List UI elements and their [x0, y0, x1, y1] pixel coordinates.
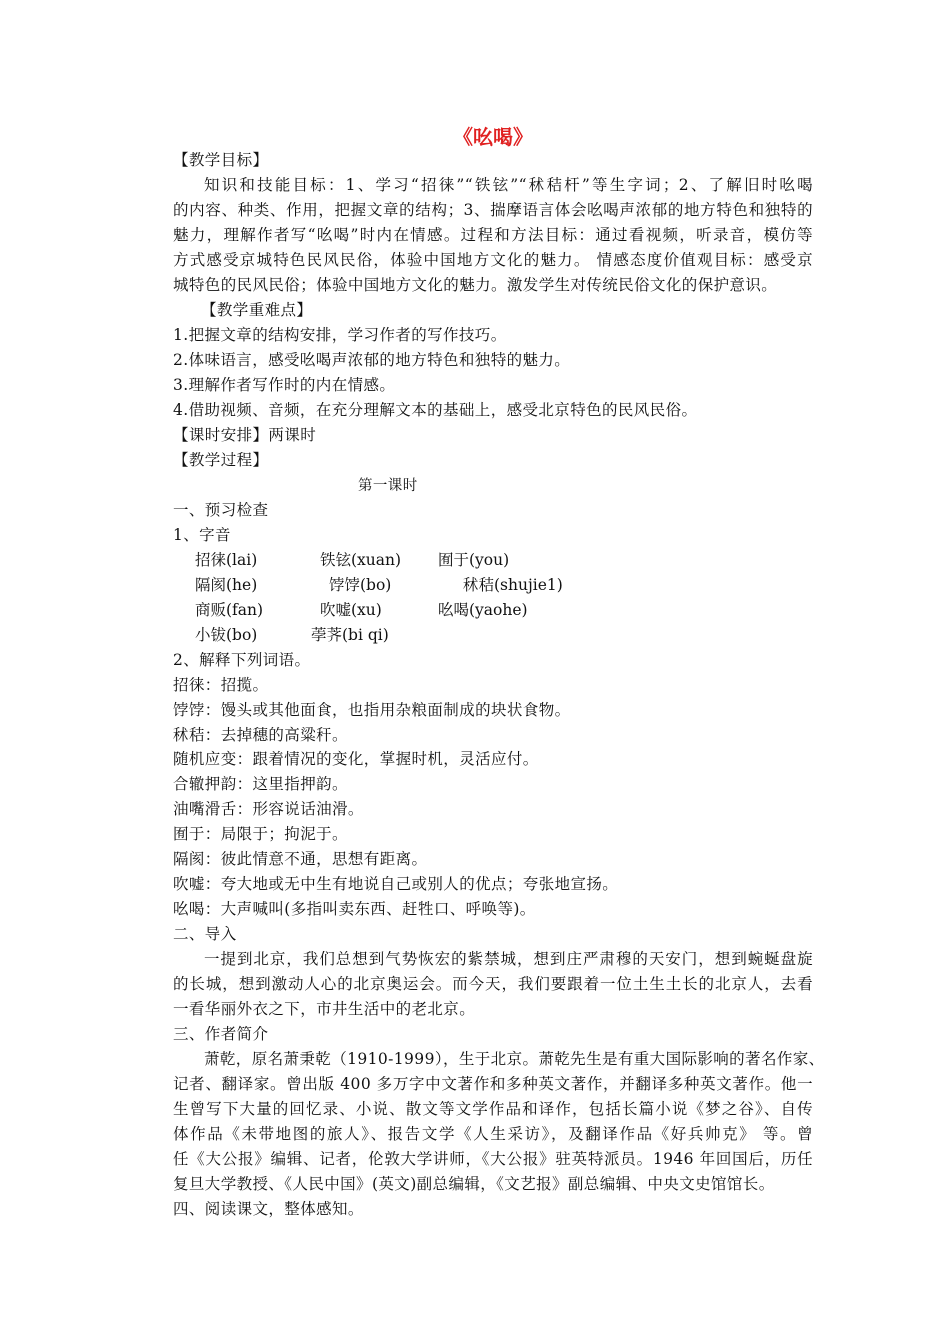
vocab-item: 随机应变：跟着情况的变化，掌握时机，灵活应付。	[173, 750, 539, 768]
intro-line: 一看华丽外衣之下，市井生活中的老北京。	[173, 1000, 476, 1018]
process-heading: 【教学过程】	[173, 451, 269, 469]
pronunciation-entry: 商贩(fan)	[195, 601, 264, 619]
pronunciation-entry: 招徕(lai)	[195, 551, 258, 569]
vocab-heading: 2、解释下列词语。	[173, 651, 311, 669]
pronunciation-entry: 吹嘘(xu)	[320, 601, 382, 619]
vocab-item: 隔阂：彼此情意不通，思想有距离。	[173, 850, 428, 868]
reading-heading: 四、阅读课文，整体感知。	[173, 1200, 364, 1218]
key-point-item: 2.体味语言，感受吆喝声浓郁的地方特色和独特的魅力。	[173, 351, 571, 369]
pronunciation-entry: 小钹(bo)	[195, 626, 258, 644]
preview-heading: 一、预习检查	[173, 501, 269, 519]
goals-line: 知识和技能目标：1、学习“招徕”“铁铉”“秫秸杆”等生字词；2、了解旧时吆喝	[204, 176, 813, 194]
author-line: 体作品《未带地图的旅人》、报告文学《人生采访》，及翻译作品《好兵帅克》 等。曾	[173, 1125, 813, 1143]
goals-line: 方式感受京城特色民风民俗，体验中国地方文化的魅力。 情感态度价值观目标：感受京	[173, 251, 813, 269]
lesson-one-heading: 第一课时	[358, 478, 418, 494]
intro-line: 的长城，想到激动人心的北京奥运会。而今天，我们要跟着一位土生土长的北京人，去看	[173, 975, 813, 993]
goals-line: 的内容、种类、作用，把握文章的结构；3、揣摩语言体会吆喝声浓郁的地方特色和独特的	[173, 201, 813, 219]
vocab-item: 吹嘘：夸大地或无中生有地说自己或别人的优点；夸张地宣扬。	[173, 875, 619, 893]
key-point-item: 4.借助视频、音频，在充分理解文本的基础上，感受北京特色的民风民俗。	[173, 401, 698, 419]
author-line: 任《大公报》编辑、记者，伦敦大学讲师，《大公报》驻英特派员。1946 年回国后，历任	[173, 1150, 813, 1168]
pronunciation-entry: 隔阂(he)	[195, 576, 258, 594]
author-line: 生曾写下大量的回忆录、小说、散文等文学作品和译作，包括长篇小说《梦之谷》、自传	[173, 1100, 813, 1118]
author-heading: 三、作者简介	[173, 1025, 269, 1043]
key-point-item: 1.把握文章的结构安排，学习作者的写作技巧。	[173, 326, 507, 344]
pronunciation-entry: 囿于(you)	[438, 551, 510, 569]
pronunciation-entry: 吆喝(yaohe)	[438, 601, 528, 619]
goals-line: 魅力，理解作者写“吆喝”时内在情感。过程和方法目标：通过看视频，听录音，模仿等	[173, 226, 813, 244]
author-line: 萧乾，原名萧秉乾（1910-1999），生于北京。萧乾先生是有重大国际影响的著名作家、	[204, 1050, 825, 1068]
schedule-line: 【课时安排】两课时	[173, 426, 317, 444]
goals-line: 城特色的民风民俗；体验中国地方文化的魅力。激发学生对传统民俗文化的保护意识。	[173, 276, 778, 294]
key-point-item: 3.理解作者写作时的内在情感。	[173, 376, 396, 394]
pronunciation-entry: 秫秸(shujie1)	[463, 576, 563, 594]
author-line: 记者、翻译家。曾出版 400 多万字中文著作和多种英文著作，并翻译多种英文著作。他一	[173, 1075, 813, 1093]
pronunciation-heading: 1、字音	[173, 526, 231, 544]
key-points-heading: 【教学重难点】	[201, 301, 313, 319]
author-line: 复旦大学教授、《人民中国》(英文)副总编辑，《文艺报》副总编辑、中央文史馆馆长。	[173, 1175, 775, 1193]
intro-line: 一提到北京，我们总想到气势恢宏的紫禁城，想到庄严肃穆的天安门，想到蜿蜒盘旋	[204, 950, 813, 968]
vocab-item: 油嘴滑舌：形容说话油滑。	[173, 800, 364, 818]
vocab-item: 合辙押韵：这里指押韵。	[173, 775, 348, 793]
document-title: 《吆喝》	[453, 125, 533, 149]
vocab-item: 饽饽：馒头或其他面食，也指用杂粮面制成的块状食物。	[173, 701, 571, 719]
vocab-item: 招徕：招揽。	[173, 676, 269, 694]
vocab-item: 囿于：局限于；拘泥于。	[173, 825, 348, 843]
vocab-item: 吆喝：大声喊叫(多指叫卖东西、赶牲口、呼唤等)。	[173, 900, 536, 918]
pronunciation-entry: 铁铉(xuan)	[320, 551, 402, 569]
goals-heading: 【教学目标】	[173, 151, 269, 169]
pronunciation-entry: 荸荠(bi qi)	[311, 626, 389, 644]
pronunciation-entry: 饽饽(bo)	[329, 576, 392, 594]
intro-heading: 二、导入	[173, 925, 237, 943]
vocab-item: 秫秸：去掉穗的高粱秆。	[173, 726, 348, 744]
